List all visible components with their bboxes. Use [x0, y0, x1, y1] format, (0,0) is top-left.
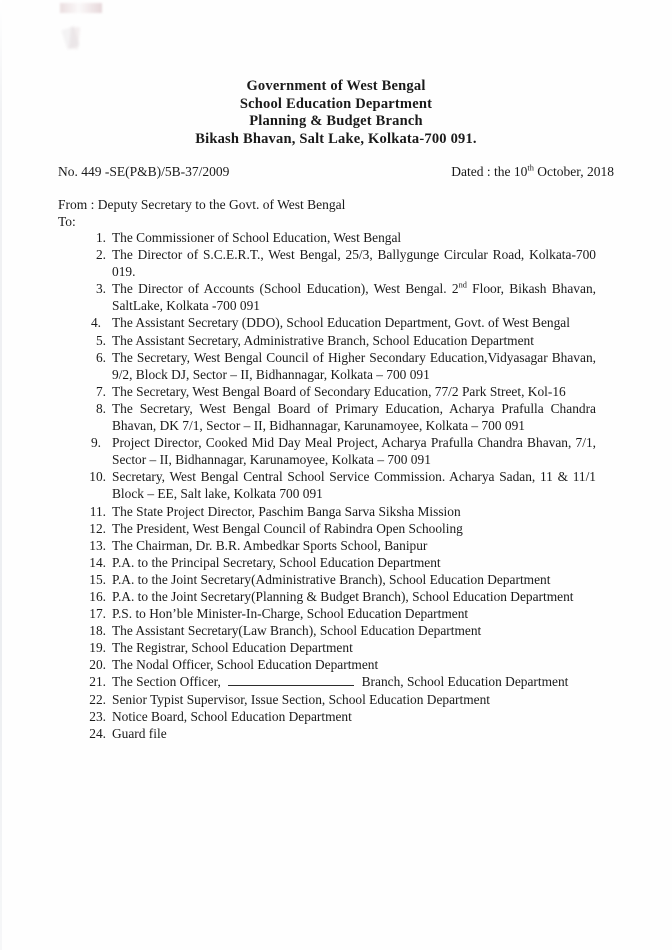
recipient-text: The Chairman, Dr. B.R. Ambedkar Sports School, Banipur [112, 537, 428, 553]
recipient-number: 13. [89, 537, 106, 553]
recipient-number: 20. [89, 657, 106, 673]
recipient-text [112, 280, 596, 314]
recipient-item [86, 588, 596, 605]
recipient-text: The Nodal Officer, School Education Department [112, 657, 379, 673]
recipient-number: 1. [95, 230, 106, 245]
recipient-item [86, 280, 596, 314]
letterhead [0, 78, 672, 148]
recipient-text: The Registrar, School Education Department [112, 640, 353, 656]
recipient-item [86, 229, 596, 246]
recipient-text [112, 673, 596, 690]
recipient-item [86, 400, 596, 434]
recipient-number: 5. [95, 332, 106, 348]
recipient-number: 18. [89, 623, 106, 639]
recipient-text: Notice Board, School Education Department [112, 708, 352, 724]
recipient-number: 3. [95, 281, 106, 297]
recipient-item [86, 520, 596, 537]
recipient-number: 15. [89, 571, 106, 587]
recipient-text-part: Floor, Bikash Bhavan, SaltLake, Kolkata -700 091 [112, 281, 596, 314]
recipient-item [86, 503, 596, 520]
memo-date-ordinal-suffix: th [527, 163, 534, 173]
recipient-item [86, 349, 596, 383]
recipient-text: The State Project Director, Paschim Banga Sarva Siksha Mission [112, 503, 461, 519]
recipient-item [86, 656, 596, 673]
recipient-text: P.S. to Hon’ble Minister-In-Charge, School Education Department [112, 606, 469, 622]
recipient-text: The Secretary, West Bengal Board of Secondary Education, 77/2 Park Street, Kol-16 [112, 383, 566, 399]
recipient-text-part: The Section Officer, [112, 674, 225, 690]
recipient-item [86, 605, 596, 622]
recipient-text: The Director of S.C.E.R.T., West Bengal, 25/3, Ballygunge Circular Road, Kolkata-700 019. [112, 247, 596, 280]
recipient-number: 6. [95, 349, 106, 365]
recipient-text: The Assistant Secretary, Administrative Branch, School Education Department [112, 332, 534, 348]
recipient-number: 12. [89, 520, 106, 536]
letterhead-line-branch: Planning & Budget Branch [249, 113, 423, 129]
from-line: From : Deputy Secretary to the Govt. of West Bengal [58, 197, 346, 212]
recipient-number: 9. [90, 435, 101, 451]
recipient-number: 7. [95, 383, 106, 399]
recipient-number: 16. [89, 588, 106, 604]
recipient-item [86, 383, 596, 400]
recipient-text-part: The Director of Accounts (School Education), West Bengal. 2 [112, 281, 459, 297]
recipient-item [86, 691, 596, 708]
recipient-number: 21. [89, 674, 106, 690]
recipient-item [86, 246, 596, 280]
recipient-number: 2. [95, 247, 106, 263]
recipient-text: Guard file [112, 725, 167, 741]
memo-number: No. 449 -SE(P&B)/5B-37/2009 [58, 164, 230, 179]
memo-reference-row [58, 163, 614, 180]
recipient-item [86, 554, 596, 571]
to-line: To: [58, 214, 76, 229]
ordinal-suffix: nd [458, 280, 467, 290]
letterhead-line-government: Government of West Bengal [246, 78, 426, 94]
recipient-item [86, 314, 596, 331]
memo-date-prefix: Dated : the 10 [451, 164, 528, 179]
scan-speck-artifact [60, 3, 102, 13]
recipient-item [86, 537, 596, 554]
branch-name-blank-field[interactable] [228, 674, 354, 686]
recipient-item [86, 673, 596, 690]
recipient-text: The President, West Bengal Council of Rabindra Open Schooling [112, 520, 463, 536]
recipient-item [86, 622, 596, 639]
recipient-list [86, 229, 596, 742]
recipient-number: 23. [89, 708, 106, 724]
memo-date-suffix: October, 2018 [533, 164, 614, 179]
recipient-text: The Assistant Secretary(Law Branch), School Education Department [112, 623, 482, 639]
letterhead-line-address: Bikash Bhavan, Salt Lake, Kolkata-700 091. [195, 130, 477, 147]
recipient-number: 17. [89, 606, 106, 622]
recipient-item [86, 332, 596, 349]
recipient-text-part: Branch, School Education Department [358, 674, 569, 690]
recipient-text: P.A. to the Joint Secretary(Administrative Branch), School Education Department [112, 571, 551, 587]
recipient-number: 11. [89, 503, 106, 519]
recipient-text: Project Director, Cooked Mid Day Meal Project, Acharya Prafulla Chandra Bhavan, 7/1, Sector – II, Bidhannagar, Karunamoyee, Kolkata – 700 091 [112, 435, 596, 468]
memo-date [451, 163, 614, 180]
recipient-number: 8. [95, 400, 106, 416]
recipient-text: Senior Typist Supervisor, Issue Section, School Education Department [112, 691, 490, 707]
letterhead-line-department: School Education Department [239, 95, 433, 112]
recipient-text: The Assistant Secretary (DDO), School Education Department, Govt. of West Bengal [112, 315, 570, 331]
recipient-text: The Secretary, West Bengal Council of Higher Secondary Education,Vidyasagar Bhavan, 9/2, Block DJ, Sector – II, Bidhannagar, Kolkata – 700 091 [112, 349, 596, 382]
recipient-item [86, 725, 596, 742]
recipient-number: 4. [90, 315, 101, 331]
recipient-text: The Commissioner of School Education, West Bengal [112, 230, 402, 245]
recipient-text: The Secretary, West Bengal Board of Primary Education, Acharya Prafulla Chandra Bhavan, DK 7/1, Sector – II, Bidhannagar, Karunamoyee, Kolkata – 700 091 [112, 400, 596, 434]
recipient-item [86, 708, 596, 725]
recipient-number: 24. [89, 725, 106, 741]
recipient-number: 10. [89, 469, 106, 485]
recipient-number: 19. [89, 640, 106, 656]
recipient-item [86, 434, 596, 468]
recipient-item [86, 468, 596, 502]
recipient-number: 22. [89, 691, 106, 707]
recipient-text: P.A. to the Principal Secretary, School Education Department [112, 554, 441, 570]
recipient-text: P.A. to the Joint Secretary(Planning & Budget Branch), School Education Department [112, 588, 574, 604]
recipient-number: 14. [89, 554, 106, 570]
recipient-item [86, 639, 596, 656]
recipient-text: Secretary, West Bengal Central School Service Commission. Acharya Sadan, 11 & 11/1 Block – EE, Salt lake, Kolkata 700 091 [112, 469, 596, 502]
recipient-item [86, 571, 596, 588]
